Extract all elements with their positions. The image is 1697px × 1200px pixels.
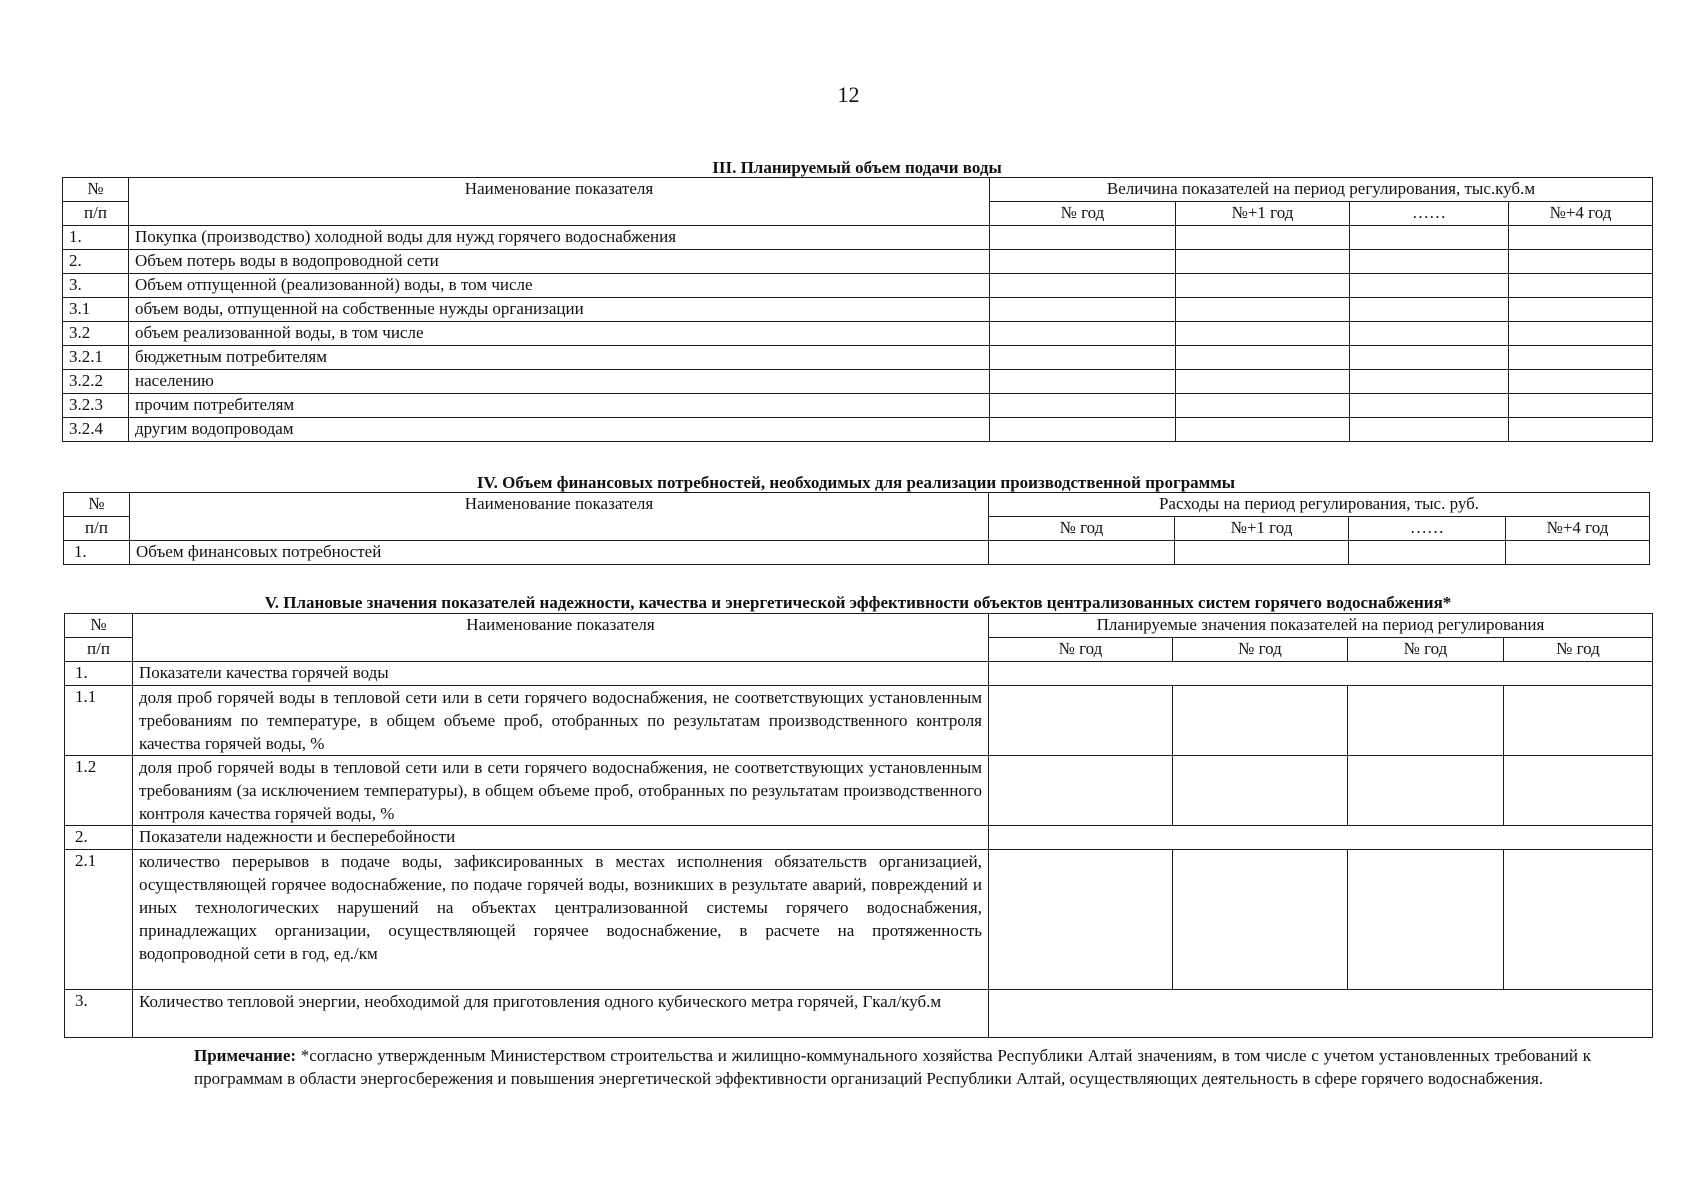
- row-number: 3.2.3: [63, 394, 129, 418]
- value-cell: [990, 418, 1176, 442]
- year-header: № год: [1348, 638, 1504, 662]
- value-cell: [1348, 850, 1504, 990]
- value-cell: [1176, 322, 1350, 346]
- header-no: №: [65, 614, 133, 638]
- value-cell: [1173, 686, 1348, 756]
- value-cell: [1350, 322, 1509, 346]
- row-number: 1.2: [65, 756, 133, 826]
- table-row: [63, 274, 1653, 298]
- header-name: Наименование показателя: [129, 178, 990, 226]
- row-number: 3.: [65, 990, 133, 1038]
- value-cell: [1506, 541, 1650, 565]
- row-number: 1.: [65, 662, 133, 686]
- value-cell: [1509, 418, 1653, 442]
- value-cell: [1176, 298, 1350, 322]
- header-pp: п/п: [63, 202, 129, 226]
- header-values: Величина показателей на период регулирования, тыс.куб.м: [990, 178, 1653, 202]
- table-row: [65, 990, 1653, 1038]
- value-cell: [1350, 250, 1509, 274]
- value-cell: [1350, 370, 1509, 394]
- table-row: [63, 250, 1653, 274]
- row-name: Объем потерь воды в водопроводной сети: [129, 250, 990, 274]
- section3-table: [62, 177, 1653, 442]
- section3-title: III. Планируемый объем подачи воды: [712, 158, 1002, 177]
- header-name: Наименование показателя: [133, 614, 989, 662]
- row-name: Показатели надежности и бесперебойности: [133, 826, 989, 850]
- year-header: №+1 год: [1176, 202, 1350, 226]
- value-cell: [989, 990, 1653, 1038]
- row-number: 1.: [63, 226, 129, 250]
- value-cell: [989, 756, 1173, 826]
- value-cell: [1350, 298, 1509, 322]
- row-number: 3.2.4: [63, 418, 129, 442]
- table-row: [65, 686, 1653, 756]
- value-cell: [1509, 274, 1653, 298]
- row-name: Объем финансовых потребностей: [130, 541, 989, 565]
- year-header: №+4 год: [1509, 202, 1653, 226]
- row-number: 1.1: [65, 686, 133, 756]
- value-cell: [1176, 250, 1350, 274]
- year-header: № год: [989, 638, 1173, 662]
- row-name: населению: [129, 370, 990, 394]
- row-name: Количество тепловой энергии, необходимой для приготовления одного кубического метра горячей, Гкал/куб.м: [133, 990, 989, 1038]
- value-cell: [1348, 686, 1504, 756]
- value-cell: [989, 850, 1173, 990]
- value-cell: [990, 274, 1176, 298]
- footnote-label: Примечание:: [194, 1046, 297, 1065]
- value-cell: [1509, 346, 1653, 370]
- section4-title: IV. Объем финансовых потребностей, необходимых для реализации производственной программы: [476, 473, 1236, 492]
- table-row: [63, 418, 1653, 442]
- footnote-text: *согласно утвержденным Министерством строительства и жилищно-коммунального хозяйства Республики Алтай значениям, в том числе с учетом установленных требований к программам в области энергосбережения и повышения энергетической эффективности организаций Республики Алтай, осуществляющих деятельность в сфере горячего водоснабжения.: [194, 1046, 1591, 1088]
- value-cell: [990, 394, 1176, 418]
- table-row: [63, 370, 1653, 394]
- value-cell: [1173, 756, 1348, 826]
- year-header: ……: [1349, 517, 1506, 541]
- row-name: Покупка (производство) холодной воды для нужд горячего водоснабжения: [129, 226, 990, 250]
- value-cell: [1504, 756, 1653, 826]
- row-name: объем воды, отпущенной на собственные нужды организации: [129, 298, 990, 322]
- value-cell: [990, 250, 1176, 274]
- value-cell: [1176, 274, 1350, 298]
- value-cell: [1350, 346, 1509, 370]
- value-cell: [1509, 226, 1653, 250]
- table-row: [63, 298, 1653, 322]
- value-cell: [989, 686, 1173, 756]
- value-cell: [1504, 686, 1653, 756]
- value-cell: [1175, 541, 1349, 565]
- header-values: Расходы на период регулирования, тыс. руб.: [989, 493, 1650, 517]
- value-cell: [1176, 346, 1350, 370]
- value-cell: [989, 826, 1653, 850]
- table-row: [65, 756, 1653, 826]
- value-cell: [1350, 418, 1509, 442]
- value-cell: [1173, 850, 1348, 990]
- year-header: ……: [1350, 202, 1509, 226]
- section5-table: [64, 613, 1653, 1038]
- year-header: № год: [1504, 638, 1653, 662]
- row-name: количество перерывов в подаче воды, зафиксированных в местах исполнения обязательств организацией, осуществляющей горячее водоснабжение, по подаче горячей воды, возникших в результате аварий, повреждений и иных технологических нарушений на объектах централизованной системы горячего водоснабжения, принадлежащих организации, осуществляющей горячее водоснабжение, в расчете на протяженность водопроводной сети в год, ед./км: [133, 850, 989, 990]
- value-cell: [1176, 418, 1350, 442]
- table-row: [63, 226, 1653, 250]
- row-number: 2.: [63, 250, 129, 274]
- table-row: [63, 346, 1653, 370]
- row-name: другим водопроводам: [129, 418, 990, 442]
- value-cell: [990, 322, 1176, 346]
- value-cell: [1349, 541, 1506, 565]
- section5-title: V. Плановые значения показателей надежности, качества и энергетической эффективности объектов централизованных систем горячего водоснабжения*: [264, 593, 1452, 612]
- value-cell: [1509, 322, 1653, 346]
- year-header: №+1 год: [1175, 517, 1349, 541]
- table-row: [63, 322, 1653, 346]
- row-number: 3.2: [63, 322, 129, 346]
- row-number: 3.: [63, 274, 129, 298]
- value-cell: [1176, 394, 1350, 418]
- value-cell: [1509, 370, 1653, 394]
- table-row: [65, 662, 1653, 686]
- value-cell: [1509, 298, 1653, 322]
- row-name: доля проб горячей воды в тепловой сети или в сети горячего водоснабжения, не соответствующих установленным требованиям (за исключением температуры), в общем объеме проб, отобранных по результатам производственного контроля качества горячей воды, %: [133, 756, 989, 826]
- value-cell: [990, 298, 1176, 322]
- header-name: Наименование показателя: [130, 493, 989, 541]
- page-number: 12: [837, 82, 860, 107]
- row-name: прочим потребителям: [129, 394, 990, 418]
- row-name: Показатели качества горячей воды: [133, 662, 989, 686]
- row-name: объем реализованной воды, в том числе: [129, 322, 990, 346]
- row-number: 1.: [64, 541, 130, 565]
- row-number: 2.1: [65, 850, 133, 990]
- table-row: [64, 541, 1650, 565]
- value-cell: [990, 226, 1176, 250]
- row-name: Объем отпущенной (реализованной) воды, в том числе: [129, 274, 990, 298]
- year-header: №+4 год: [1506, 517, 1650, 541]
- table-row: [63, 394, 1653, 418]
- row-number: 3.2.1: [63, 346, 129, 370]
- value-cell: [990, 370, 1176, 394]
- section4-table: [63, 492, 1650, 565]
- header-no: №: [64, 493, 130, 517]
- row-number: 3.2.2: [63, 370, 129, 394]
- row-number: 2.: [65, 826, 133, 850]
- year-header: № год: [1173, 638, 1348, 662]
- value-cell: [989, 662, 1653, 686]
- header-no: №: [63, 178, 129, 202]
- value-cell: [1348, 756, 1504, 826]
- value-cell: [1176, 370, 1350, 394]
- header-values: Планируемые значения показателей на период регулирования: [989, 614, 1653, 638]
- value-cell: [1350, 394, 1509, 418]
- header-pp: п/п: [64, 517, 130, 541]
- footnote: [194, 1044, 1591, 1090]
- value-cell: [1504, 850, 1653, 990]
- value-cell: [1350, 226, 1509, 250]
- header-pp: п/п: [65, 638, 133, 662]
- year-header: № год: [989, 517, 1175, 541]
- value-cell: [1509, 394, 1653, 418]
- row-name: бюджетным потребителям: [129, 346, 990, 370]
- row-number: 3.1: [63, 298, 129, 322]
- value-cell: [1509, 250, 1653, 274]
- value-cell: [1350, 274, 1509, 298]
- table-row: [65, 850, 1653, 990]
- value-cell: [989, 541, 1175, 565]
- value-cell: [1176, 226, 1350, 250]
- value-cell: [990, 346, 1176, 370]
- table-row: [65, 826, 1653, 850]
- row-name: доля проб горячей воды в тепловой сети или в сети горячего водоснабжения, не соответствующих установленным требованиям по температуре, в общем объеме проб, отобранных по результатам производственного контроля качества горячей воды, %: [133, 686, 989, 756]
- year-header: № год: [990, 202, 1176, 226]
